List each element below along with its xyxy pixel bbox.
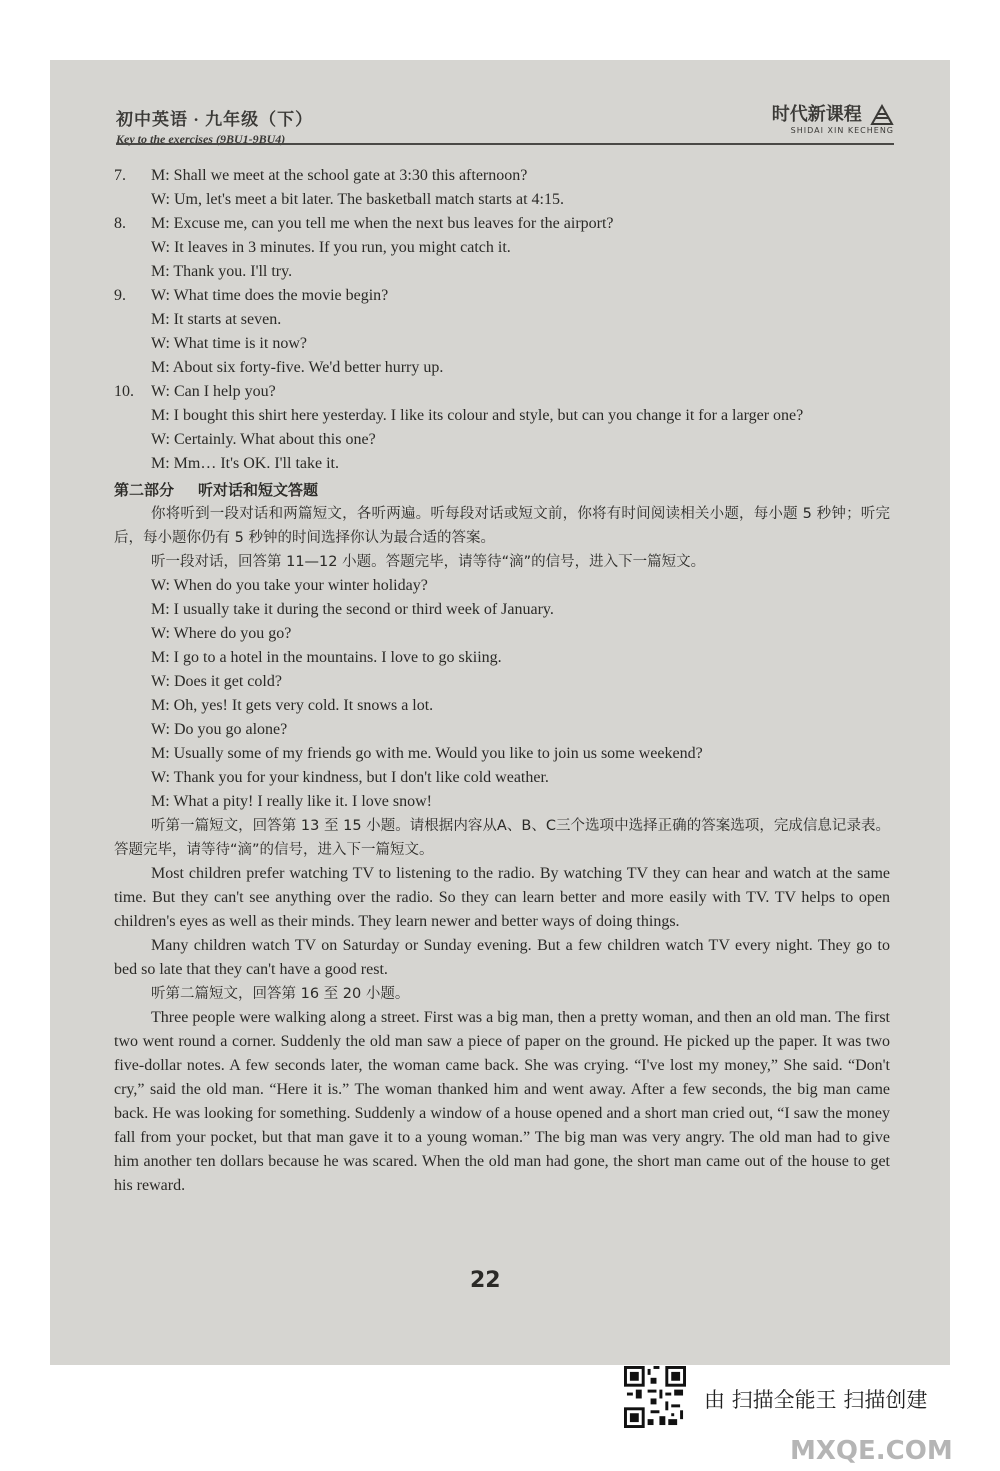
- dialogue-line: M: I usually take it during the second or third week of January.: [151, 601, 554, 618]
- dialogue-instructions: 听一段对话，回答第 11—12 小题。答题完毕，请等待“滴”的信号，进入下一篇短文。: [151, 554, 706, 570]
- conversation: [114, 574, 890, 814]
- passage2-instructions: 听第二篇短文，回答第 16 至 20 小题。: [151, 986, 410, 1002]
- dialogue-line: W: Does it get cold?: [151, 673, 282, 690]
- item-number: 9.: [114, 287, 126, 304]
- dialogue-line: W: Where do you go?: [151, 625, 292, 642]
- dialogue-line: M: I go to a hotel in the mountains. I love to go skiing.: [151, 649, 502, 666]
- dialogue-line: W: It leaves in 3 minutes. If you run, you might catch it.: [151, 239, 511, 256]
- brand-block: [772, 100, 894, 135]
- item-number: 7.: [114, 167, 126, 184]
- site-watermark: MXQE.COM: [790, 1436, 953, 1466]
- dialogue-line: W: Um, let's meet a bit later. The basketball match starts at 4:15.: [151, 191, 564, 208]
- dialogue-line: M: Oh, yes! It gets very cold. It snows a lot.: [151, 697, 434, 714]
- dialogue-line: M: Shall we meet at the school gate at 3:30 this afternoon?: [151, 167, 528, 184]
- item-number: 8.: [114, 215, 126, 232]
- page-number: 22: [470, 1268, 501, 1293]
- section-heading: [114, 478, 890, 502]
- brand-line: [772, 100, 894, 126]
- brand-logo-icon: [870, 104, 894, 126]
- book-title: 初中英语 · 九年级（下）: [116, 110, 314, 129]
- dialogue-line: W: What time does the movie begin?: [151, 287, 389, 304]
- passage1-paragraph: Many children watch TV on Saturday or Sunday evening. But a few children watch TV every night. They go to bed so late that they can't have a good rest.: [114, 937, 890, 978]
- dialogue-item: [114, 212, 890, 284]
- dialogue-line: M: Usually some of my friends go with me. Would you like to join us some weekend?: [151, 745, 703, 762]
- dialogue-line: M: Mm… It's OK. I'll take it.: [151, 455, 339, 472]
- dialogue-line: M: I bought this shirt here yesterday. I like its colour and style, but can you change it for a larger one?: [151, 407, 804, 424]
- header-divider: [116, 143, 894, 145]
- dialogue-line: W: Can I help you?: [151, 383, 276, 400]
- item-number: 10.: [114, 383, 134, 400]
- brand-name: 时代新课程: [771, 104, 862, 125]
- dialogue-line: M: Excuse me, can you tell me when the next bus leaves for the airport?: [151, 215, 614, 232]
- document-page: [50, 60, 950, 1365]
- passage1-instructions: 听第一篇短文，回答第 13 至 15 小题。请根据内容从A、B、C三个选项中选择正确的答案选项，完成信息记录表。答题完毕，请等待“滴”的信号，进入下一篇短文。: [114, 818, 890, 858]
- dialogue-line: W: Certainly. What about this one?: [151, 431, 376, 448]
- dialogue-line: W: Thank you for your kindness, but I don't like cold weather.: [151, 769, 549, 786]
- page-content: [114, 164, 890, 1198]
- passage1-paragraph: Most children prefer watching TV to listening to the radio. By watching TV they can hear and watch at the same time. But they can't see anything over the radio. So they can learn better and more easily with TV. TV helps to open children's eyes as well as their minds. They learn newer and better ways of doing things.: [114, 865, 890, 930]
- dialogue-line: W: When do you take your winter holiday?: [151, 577, 428, 594]
- section-instructions: 你将听到一段对话和两篇短文，各听两遍。听每段对话或短文前，你将有时间阅读相关小题，每小题 5 秒钟；听完后，每小题你仍有 5 秒钟的时间选择你认为最合适的答案。: [114, 506, 890, 546]
- dialogue-item: [114, 380, 890, 476]
- book-subtitle: Key to the exercises (9BU1-9BU4): [116, 132, 286, 146]
- scan-footer: [620, 1366, 980, 1432]
- dialogue-item: [114, 164, 890, 212]
- dialogue-line: M: About six forty-five. We'd better hurry up.: [151, 359, 444, 376]
- header-left: [116, 105, 313, 147]
- scanner-caption: 由 扫描全能王 扫描创建: [704, 1388, 928, 1412]
- dialogue-line: W: Do you go alone?: [151, 721, 288, 738]
- qr-code-icon: [624, 1366, 686, 1428]
- dialogue-line: M: Thank you. I'll try.: [151, 263, 293, 280]
- section-label: 第二部分: [114, 481, 175, 499]
- dialogue-line: M: What a pity! I really like it. I love snow!: [151, 793, 432, 810]
- dialogue-line: M: It starts at seven.: [151, 311, 282, 328]
- brand-subtitle: SHIDAI XIN KECHENG: [790, 126, 894, 135]
- dialogue-line: W: What time is it now?: [151, 335, 307, 352]
- section-title: 听对话和短文答题: [198, 481, 319, 499]
- dialogue-item: [114, 284, 890, 380]
- passage2-paragraph: Three people were walking along a street. First was a big man, then a pretty woman, and then an old man. The first two went round a corner. Suddenly the old man saw a piece of paper on the ground. He picked up the paper. It was two five-dollar notes. A few seconds later, the woman came back. She was crying. “I've lost my money,” She said. “Don't cry,” said the old man. “Here it is.” The woman thanked him and went away. After a few seconds, the big man came back. He was looking for something. Suddenly a window of a house opened and a short man cried out, “I saw the money fall from your pocket, but that man gave it to a young woman.” The big man was very angry. The old man had to give him another ten dollars because he was scared. When the old man had gone, the short man came out of the house to get his reward.: [114, 1009, 890, 1194]
